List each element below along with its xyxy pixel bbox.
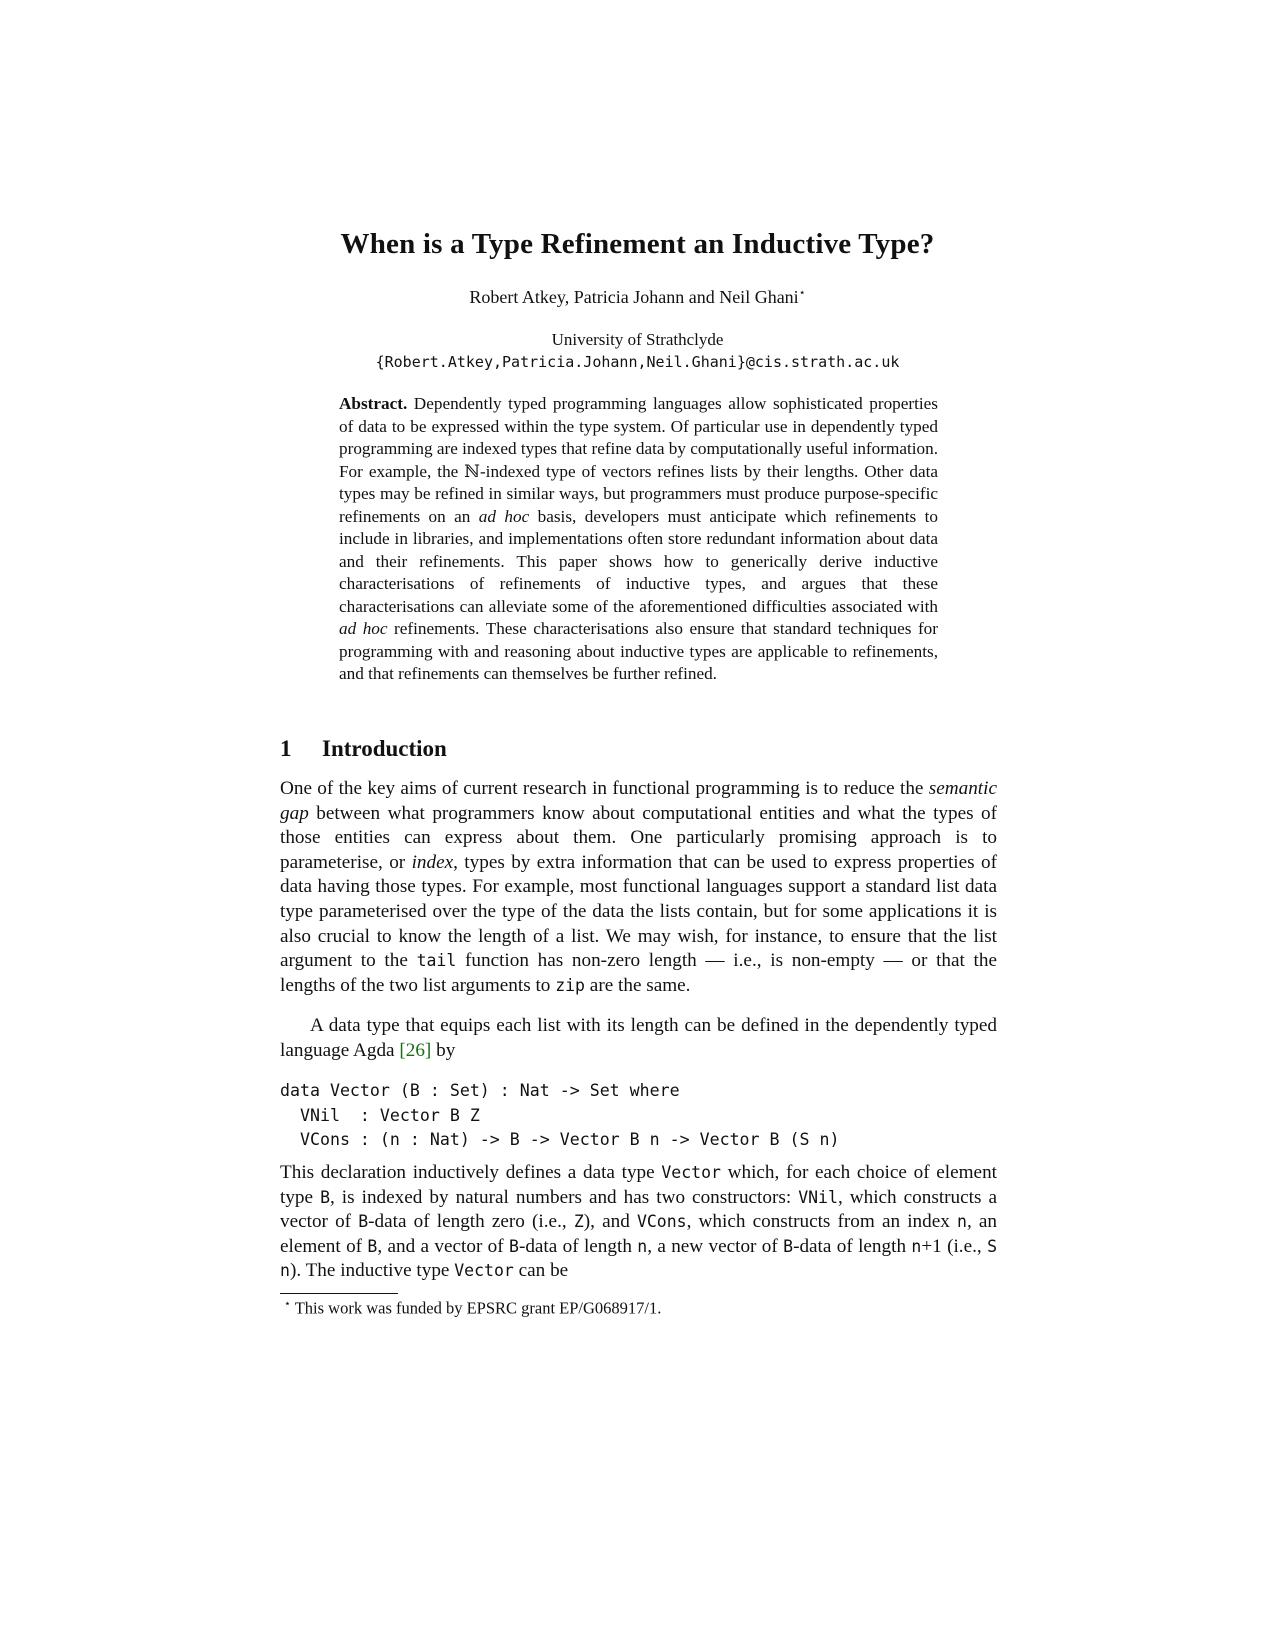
- p3-t-b: which, for each choice of element type: [280, 1162, 997, 1208]
- p3-code-4: B: [358, 1212, 369, 1232]
- p3-code-13: S n: [280, 1236, 997, 1281]
- section-heading: [280, 736, 447, 762]
- p3-code-9: B: [509, 1236, 519, 1256]
- section-title: Introduction: [322, 736, 447, 761]
- p3-code-8: B: [367, 1236, 378, 1256]
- p3-t-j: -data of length: [518, 1235, 638, 1257]
- p1-code-zip: zip: [555, 975, 585, 995]
- intro-paragraph-1: [280, 777, 997, 998]
- p2-text-a: A data type that equips each list with its length can be defined in the dependently typed language Agda: [280, 1015, 997, 1061]
- p3-code-7: n: [957, 1212, 967, 1232]
- author-emails: {Robert.Atkey,Patricia.Johann,Neil.Ghani}@cis.strath.ac.uk: [375, 353, 900, 371]
- code-line-1: data Vector (B : Set) : Nat -> Set where: [280, 1081, 680, 1100]
- p1-code-tail: tail: [416, 951, 457, 971]
- p1-text-e: are the same.: [585, 974, 691, 996]
- paper-title: When is a Type Refinement an Inductive Type?: [340, 228, 935, 260]
- p3-code-10: n: [637, 1236, 648, 1256]
- p3-code-12: n: [911, 1236, 922, 1256]
- p3-t-d: , which constructs a vector of: [280, 1186, 997, 1233]
- p3-t-o: can be: [513, 1260, 569, 1282]
- p1-text-a: One of the key aims of current research in functional programming is to reduce the: [280, 778, 929, 799]
- footnote-text: This work was funded by EPSRC grant EP/G068917/1.: [290, 1298, 662, 1318]
- p3-t-m: +1 (i.e.,: [921, 1235, 988, 1257]
- p3-t-h: , an element of: [280, 1211, 997, 1257]
- p3-t-n: ). The inductive type: [289, 1260, 455, 1282]
- footnote-mark: ⋆: [284, 1298, 291, 1310]
- footnote-divider: [280, 1293, 398, 1294]
- p3-code-3: VNil: [798, 1187, 838, 1207]
- author-footnote-mark: ⋆: [798, 287, 806, 299]
- p3-t-c: , is indexed by natural numbers and has two constructors:: [330, 1186, 799, 1208]
- p1-text-d: function has non-zero length — i.e., is non-empty — or that the lengths of the two list arguments to: [280, 950, 998, 996]
- footnote: [284, 1297, 661, 1319]
- abstract-emph-1: ad hoc: [478, 506, 530, 526]
- p1-text-b: between what programmers know about computational entities and what the types of those entities can express about them. One particularly promising approach is to parameterise, or: [280, 802, 997, 873]
- p3-code-11: B: [783, 1236, 794, 1256]
- p3-code-14: Vector: [454, 1261, 514, 1281]
- p3-t-l: -data of length: [793, 1235, 912, 1257]
- p3-t-e: -data of length zero (i.e.,: [368, 1211, 574, 1233]
- abstract-label: Abstract.: [339, 394, 408, 413]
- intro-paragraph-3: [280, 1161, 997, 1284]
- p3-code-2: B: [320, 1187, 330, 1207]
- affiliation: University of Strathclyde: [551, 330, 724, 349]
- p3-t-i: , and a vector of: [377, 1235, 509, 1257]
- author-names: Robert Atkey, Patricia Johann and Neil Ghani: [469, 287, 799, 307]
- intro-paragraph-2: [280, 1014, 997, 1063]
- author-list: [0, 286, 1275, 308]
- abstract-text-2: basis, developers must anticipate which refinements to include in libraries, and implementations often store redundant information about data and their refinements. This paper shows how to generically derive inductive characterisations of refinements of inductive types, and argues that these characterisations can alleviate some of the aforementioned difficulties associated with: [339, 506, 938, 616]
- p3-code-1: Vector: [661, 1163, 721, 1182]
- abstract: [339, 393, 938, 686]
- abstract-emph-2: ad hoc: [339, 619, 388, 638]
- p1-emph-semantic-gap: semantic gap: [280, 778, 997, 824]
- p3-t-g: , which constructs from an index: [686, 1211, 957, 1233]
- p3-t-f: ), and: [583, 1211, 637, 1233]
- code-line-3: VCons : (n : Nat) -> B -> Vector B n -> Vector B (S n): [280, 1130, 840, 1149]
- agda-code-block: [280, 1079, 839, 1153]
- abstract-text-3: refinements. These characterisations also ensure that standard techniques for programming with and reasoning about inductive types are applicable to refinements, and that refinements can themselves be further refined.: [339, 619, 938, 683]
- citation-link-26[interactable]: [26]: [399, 1039, 432, 1061]
- p3-code-5: Z: [573, 1212, 584, 1232]
- abstract-text-1: Dependently typed programming languages allow sophisticated properties of data to be expressed within the type system. Of particular use in dependently typed programming are indexed types that refine data by computationally useful information. For example, the ℕ-indexed type of vectors refines lists by their lengths. Other data types may be refined in similar ways, but programmers must produce purpose-specific refinements on an: [339, 394, 938, 526]
- p3-t-a: This declaration inductively defines a data type: [280, 1162, 662, 1183]
- p1-text-c: , types by extra information that can be used to express properties of data having those types. For example, most functional languages support a standard list data type parameterised over the type of the data the lists contain, but for some applications it is also crucial to know the length of a list. We may wish, for instance, to ensure that the list argument to the: [280, 851, 997, 972]
- p2-text-b: by: [431, 1039, 456, 1061]
- p3-code-6: VCons: [636, 1212, 687, 1232]
- p3-t-k: , a new vector of: [647, 1235, 784, 1257]
- section-number: 1: [280, 736, 292, 761]
- p1-emph-index: index: [411, 851, 454, 873]
- code-line-2: VNil : Vector B Z: [280, 1105, 480, 1125]
